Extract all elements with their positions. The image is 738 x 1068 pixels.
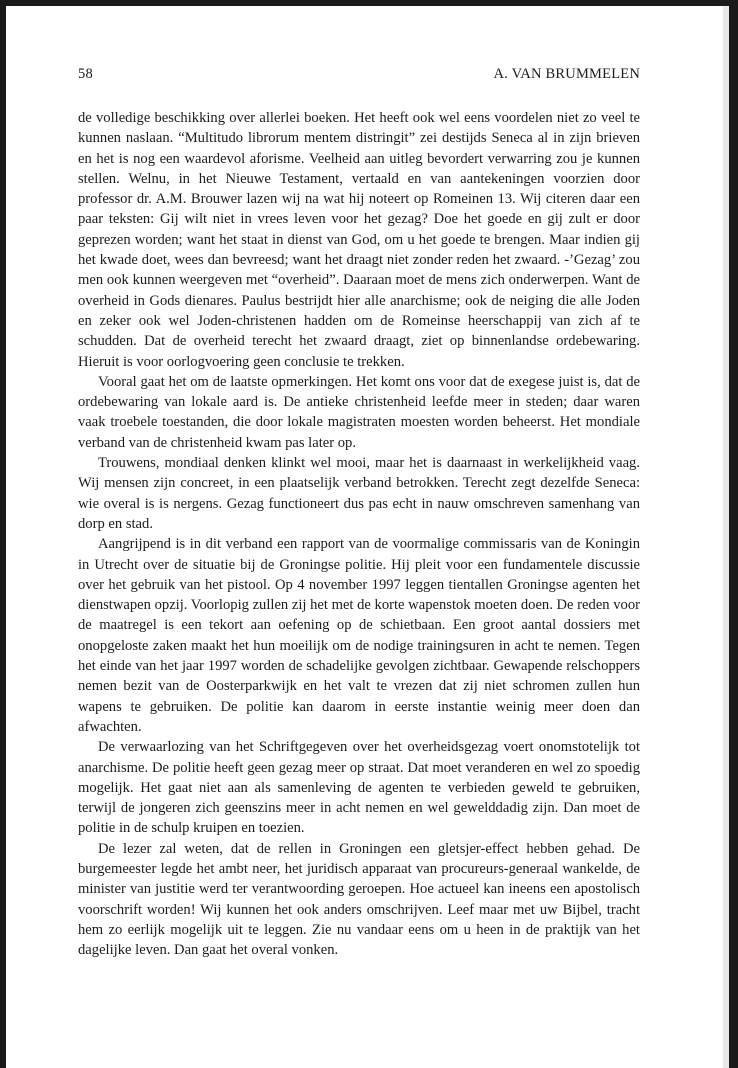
- page-number: 58: [78, 66, 93, 82]
- running-head: A. VAN BRUMMELEN: [493, 66, 640, 82]
- paragraph: De lezer zal weten, dat de rellen in Groningen een gletsjer-effect hebben gehad. De burgemeester legde het ambt neer, het juridisch apparaat van procureurs-generaal wankelde, de minister van justitie werd ter verantwoording geroepen. Hoe actueel kan ineens een apostolisch voorschrift worden! Wij kunnen het ook anders omschrijven. Leef maar met uw Bijbel, tracht hem zo eerlijk mogelijk uit te leggen. Zie nu vandaar eens om u heen in de praktijk van het dagelijke leven. Dan gaat het overal vonken.: [78, 840, 640, 959]
- scan-border-top: [0, 0, 738, 6]
- paragraph: De verwaarlozing van het Schriftgegeven over het overheidsgezag voert onomstotelijk tot anarchisme. De politie heeft geen gezag meer op straat. Dat moet veranderen en wel zo spoedig mogelijk. Het gaat niet aan als samenleving de agenten te verbieden geweld te gebruiken, terwijl de jongeren zich geenszins meer in acht nemen en wel gewelddadig zijn. Dan moet de politie in de schulp kruipen en toezien.: [78, 739, 640, 837]
- page-header: [78, 66, 640, 83]
- scan-border-left: [0, 0, 6, 1068]
- paragraph: Vooral gaat het om de laatste opmerkingen. Het komt ons voor dat de exegese juist is, dat de ordebewaring van lokale aard is. De antieke christenheid leefde meer in steden; daar waren vaak troebele toestanden, die door lokale magistraten moesten worden beheerst. Het mondiale verband van de christenheid kwam pas later op.: [78, 373, 640, 451]
- body-text: [78, 108, 640, 960]
- page: [78, 66, 640, 960]
- paragraph: Aangrijpend is in dit verband een rapport van de voormalige commissaris van de Koningin in Utrecht over de situatie bij de Groningse politie. Hij pleit voor een fundamentele discussie over het gebruik van het pistool. Op 4 november 1997 leggen tientallen Groningse agenten het dienstwapen opzij. Voorlopig zullen zij het met de korte wapenstok moeten doen. De reden voor de maatregel is een tekort aan oefening op de schietbaan. Een groot aantal dossiers met onopgeloste zaken maakt het hun moeilijk om de nodige trainingsuren in acht te nemen. Tegen het einde van het jaar 1997 worden de schadelijke gevolgen zichtbaar. Gewapende relschoppers nemen bezit van de Oosterparkwijk en het valt te vrezen dat zij niet schromen zullen hun wapens te gebruiken. De politie kan daarom in eerste instantie weinig meer doen dan afwachten.: [78, 536, 640, 735]
- paragraph: Trouwens, mondiaal denken klinkt wel mooi, maar het is daarnaast in werkelijkheid vaag. Wij mensen zijn concreet, in een plaatselijk verband betrokken. Terecht zegt dezelfde Seneca: wie overal is is nergens. Gezag functioneert dus pas echt in nauw omschreven samenhang van dorp en stad.: [78, 455, 640, 532]
- paragraph: de volledige beschikking over allerlei boeken. Het heeft ook wel eens voordelen niet zo veel te kunnen naslaan. “Multitudo librorum mentem distringit” zei destijds Seneca al in zijn brieven en het is nog een waardevol aforisme. Veelheid aan uitleg bevordert verwarring zou je kunnen stellen. Welnu, in het Nieuwe Testament, vertaald en van aantekeningen voorzien door professor dr. A.M. Brouwer lazen wij na wat hij noteert op Romeinen 13. Wij citeren daar een paar teksten: Gij wilt niet in vrees leven voor het gezag? Doe het goede en gij zult er door geprezen worden; want het staat in dienst van God, om u het goede te brengen. Maar indien gij het kwade doet, wees dan bevreesd; want het draagt niet zonder reden het zwaard. -’Gezag’ zou men ook kunnen weergeven met “overheid”. Daaraan moet de mens zich onderwerpen. Want de overheid in Gods dienares. Paulus bestrijdt hier alle anarchisme; ook de neiging die alle Joden en zeker ook wel Joden-christenen hadden om de Romeinse heerschappij van zich af te schudden. Dat de overheid terecht het zwaard draagt, ziet op binnenlandse ordebewaring. Hieruit is voor oorlogvoering geen conclusie te trekken.: [78, 110, 640, 370]
- scan-border-right: [729, 0, 738, 1068]
